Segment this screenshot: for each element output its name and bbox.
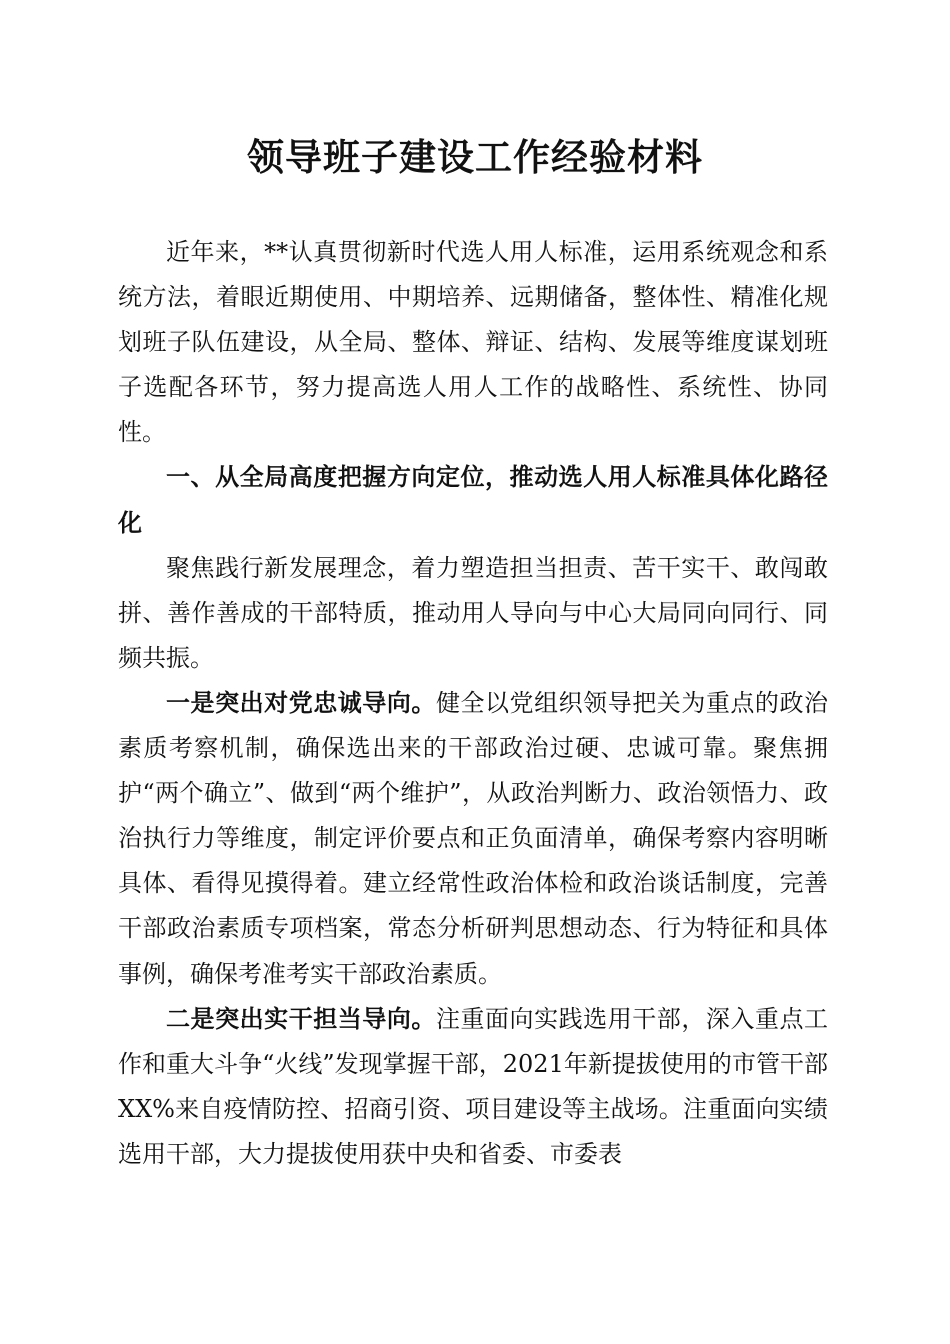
intro-paragraph: 近年来，**认真贯彻新时代选人用人标准，运用系统观念和系统方法，着眼近期使用、中期培养、远期储备，整体性、精准化规划班子队伍建设，从全局、整体、辩证、结构、发展等维度谋划班子选配各环节，努力提高选人用人工作的战略性、系统性、协同性。	[118, 238, 828, 447]
point-1-lead: 一是突出对党忠诚导向。	[166, 688, 436, 717]
section-1-heading: 一、从全局高度把握方向定位，推动选人用人标准具体化路径化	[118, 463, 828, 537]
point-2-lead: 二是突出实干担当导向。	[166, 1004, 436, 1033]
point-1-paragraph	[118, 681, 828, 997]
document-body	[118, 230, 828, 1177]
point-1-text: 健全以党组织领导把关为重点的政治素质考察机制，确保选出来的干部政治过硬、忠诚可靠。聚焦拥护“两个确立”、做到“两个维护”，从政治判断力、政治领悟力、政治执行力等维度，制定评价要点和正负面清单，确保考察内容明晰具体、看得见摸得着。建立经常性政治体检和政治谈话制度，完善干部政治素质专项档案，常态分析研判思想动态、行为特征和具体事例，确保考准考实干部政治素质。	[118, 688, 829, 988]
document-title: 领导班子建设工作经验材料	[247, 136, 703, 179]
section-1-intro-paragraph: 聚焦践行新发展理念，着力塑造担当担责、苦干实干、敢闯敢拼、善作善成的干部特质，推动用人导向与中心大局同向同行、同频共振。	[118, 553, 828, 672]
point-2-text: 注重面向实践选用干部，深入重点工作和重大斗争“火线”发现掌握干部，2021年新提拔使用的市管干部XX%来自疫情防控、招商引资、项目建设等主战场。注重面向实绩选用干部，大力提拔使用获中央和省委、市委表	[118, 1004, 829, 1168]
point-2-paragraph	[118, 997, 828, 1177]
